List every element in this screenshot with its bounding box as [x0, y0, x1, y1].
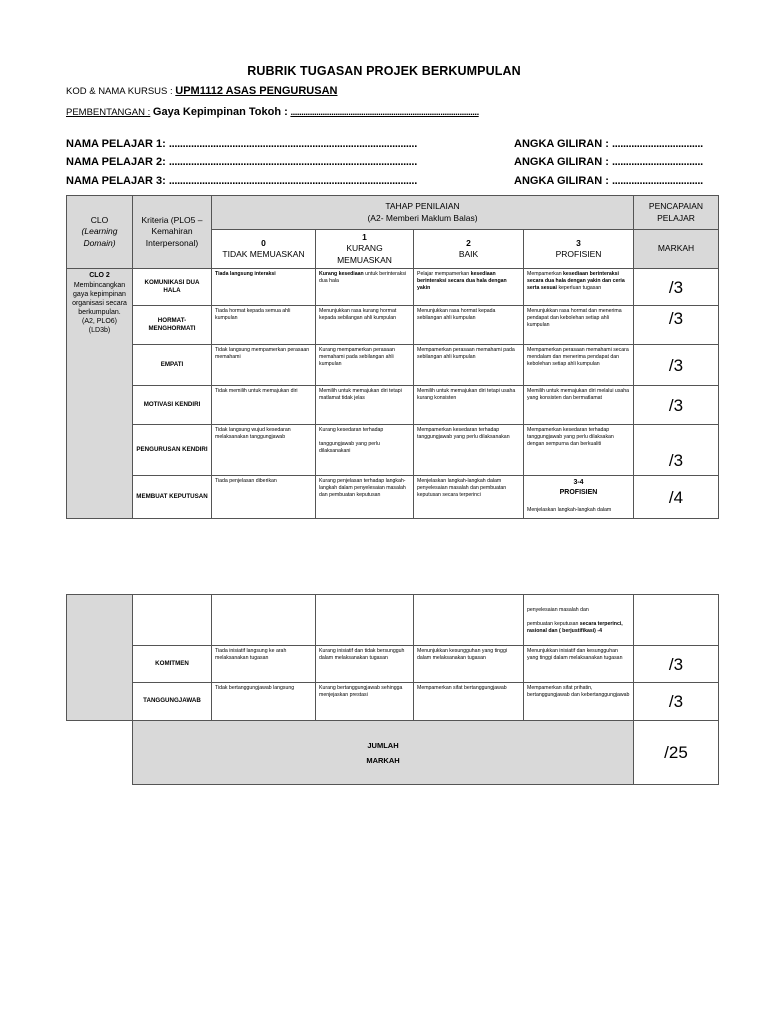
rubric-table-page-2: [66, 594, 719, 785]
course-value: UPM1112 ASAS PENGURUSAN: [175, 85, 338, 97]
assessment-line: [66, 106, 479, 118]
criterion-motivasi: MOTIVASI KENDIRI: [133, 386, 212, 425]
level-1-num: 1: [362, 232, 367, 242]
mark-empati: /3: [634, 345, 719, 386]
student-2-name: [66, 156, 417, 168]
level-2-name: BAIK: [458, 249, 479, 260]
keputusan-3-text: Menjelaskan langkah-langkah dalam: [527, 507, 612, 514]
pencapaian-header: PENCAPAIAN PELAJAR: [634, 196, 719, 230]
level-2-header: [414, 230, 524, 269]
clo-cell: [67, 269, 133, 519]
cell-hormat-0: Tiada hormat kepada semua ahli kumpulan: [212, 306, 316, 345]
student-2-label: NAMA PELAJAR 2:: [66, 156, 166, 168]
criteria-header: Kriteria (PLO5 – Kemahiran Interpersonal): [133, 196, 212, 269]
criterion-continued: [133, 595, 212, 646]
tahap-header: [212, 196, 634, 230]
cell-hormat-1: Menunjukkan rasa kurang hormat kepada sebilangan ahli kumpulan: [316, 306, 414, 345]
cell-tanggungjawab-2: Mempamerkan sifat bertanggungjawab: [414, 683, 524, 721]
cell-keputusan-1: Kurang penjelasan terhadap langkah-langkah dalam penyelesaian masalah dan pembuatan keputusan: [316, 476, 414, 519]
cell-keputusan-3: [524, 476, 634, 519]
mark-komunikasi: /3: [634, 269, 719, 306]
cell-motivasi-0: Tidak memilih untuk memajukan diri: [212, 386, 316, 425]
text-part: Mempamerkan: [527, 271, 564, 278]
criterion-komunikasi: KOMUNIKASI DUA HALA: [133, 269, 212, 306]
student-2-id-blank: .................................: [611, 156, 703, 168]
cell-komunikasi-3: [524, 269, 634, 306]
cell-komitmen-0: Tiada inisiatif langsung ke arah melaksanakan tugasan: [212, 646, 316, 683]
clo-header-domain: (Learning Domain): [81, 226, 118, 248]
level-3-4-name: PROFISIEN: [559, 488, 598, 496]
cell-komunikasi-1: [316, 269, 414, 306]
text-part: tanggungjawab yang perlu dilaksanakani: [319, 441, 380, 455]
cell-empati-0: Tidak langsung mempamerkan perasaan memahami: [212, 345, 316, 386]
student-3-id-label: ANGKA GILIRAN :: [514, 175, 609, 187]
clo-description: Membincangkan gaya kepimpinan organisasi secara berkumpulan.: [72, 281, 127, 316]
clo-cell-continued: [67, 595, 133, 721]
text-part: Kurang kesediaan: [319, 271, 364, 278]
text-part: kesediaan berinteraksi secara dua hala dengan yakin dan ceria serta sesuai: [527, 271, 625, 292]
level-3-header: [524, 230, 634, 269]
student-3-blank: ..........................................................................................: [168, 175, 417, 187]
criterion-pengurusan: PENGURUSAN KENDIRI: [133, 425, 212, 476]
student-3-name: [66, 175, 417, 187]
clo-plo: (A2, PLO6): [81, 317, 117, 325]
assessment-value: Gaya Kepimpinan Tokoh :: [152, 106, 288, 118]
level-0-num: 0: [261, 237, 266, 248]
text-part: Pelajar mempamerkan: [417, 271, 471, 278]
blank-corner: [67, 721, 133, 785]
mark-motivasi: /3: [634, 386, 719, 425]
student-3-label: NAMA PELAJAR 3:: [66, 175, 166, 187]
continued-text-1: penyelesaian masalah dan: [527, 607, 589, 613]
level-3-name: PROFISIEN: [555, 249, 602, 260]
level-2-num: 2: [466, 237, 471, 248]
cell-hormat-2: Menunjukkan rasa hormat kepada sebilangan ahli kumpulan: [414, 306, 524, 345]
level-3-num: 3: [576, 237, 581, 248]
cell-komunikasi-2: [414, 269, 524, 306]
criterion-komitmen: KOMITMEN: [133, 646, 212, 683]
continued-text-3: secara terperinci, rasional dan ( berjustifikasi) -4: [527, 621, 623, 635]
cell-empati-3: Mempamerkan perasaan memahami secara mendalam dan menerima pendapat dan kebolehan setiap ahli kumpulan: [524, 345, 634, 386]
mark-komitmen: /3: [634, 646, 719, 683]
cell-continued-2: [414, 595, 524, 646]
cell-komunikasi-0: Tiada langsung interaksi: [212, 269, 316, 306]
cell-keputusan-2: Menjelaskan langkah-langkah dalam penyelesaian masalah dan pembuatan keputusan secara terperinci: [414, 476, 524, 519]
assessment-label: PEMBENTANGAN :: [66, 107, 151, 118]
cell-pengurusan-3: Mempamerkan kesedaran terhadap tanggungjawab yang perlu dilaksakan dengan sempurna dan berkualiti: [524, 425, 634, 476]
text-part: Kurang kesedaran terhadap: [319, 427, 384, 434]
level-3-4-num: 3-4: [573, 479, 584, 487]
cell-motivasi-1: Memilih untuk memajukan diri tetapi matlamat tidak jelas: [316, 386, 414, 425]
clo-header-label: CLO: [90, 215, 109, 225]
cell-motivasi-3: Memilih untuk memajukan diri melalui usaha yang konsisten dan bermatlamat: [524, 386, 634, 425]
clo-ld: (LD3b): [88, 326, 111, 334]
cell-tanggungjawab-0: Tidak bertanggungjawab langsung: [212, 683, 316, 721]
clo-header: [67, 196, 133, 269]
cell-komitmen-2: Menunjukkan kesungguhan yang tinggi dalam melaksanakan tugasan: [414, 646, 524, 683]
text-part: untuk berinteraksi dua hala: [319, 271, 407, 285]
total-label-cell: [133, 721, 634, 785]
mark-keputusan: /4: [634, 476, 719, 519]
page-title: RUBRIK TUGASAN PROJEK BERKUMPULAN: [247, 64, 521, 78]
total-label-1: JUMLAH: [367, 740, 399, 750]
student-2-id-label: ANGKA GILIRAN :: [514, 156, 609, 168]
criterion-hormat: HORMAT-MENGHORMATI: [133, 306, 212, 345]
rubric-table-page-1: [66, 195, 719, 519]
student-2-id: [514, 156, 703, 168]
mark-hormat: /3: [634, 306, 719, 345]
level-0-name: TIDAK MEMUASKAN: [222, 249, 305, 260]
cell-continued-0: [212, 595, 316, 646]
cell-continued-1: [316, 595, 414, 646]
total-mark: /25: [634, 721, 719, 785]
cell-empati-2: Mempamerkan perasaan memahami pada sebilangan ahli kumpulan: [414, 345, 524, 386]
tahap-subtitle: (A2- Memberi Maklum Balas): [367, 212, 478, 223]
cell-tanggungjawab-1: Kurang bertanggungjawab sehingga menjejaskan prestasi: [316, 683, 414, 721]
assessment-blank: ........................................................................................: [290, 107, 479, 118]
course-label: KOD & NAMA KURSUS :: [66, 86, 173, 97]
student-1-id: [514, 138, 703, 150]
cell-motivasi-2: Memilih untuk memajukan diri tetapi usaha kurang konsisten: [414, 386, 524, 425]
cell-pengurusan-2: Mempamerkan kesedaran terhadap tanggungjawab yang perlu dilaksanakan: [414, 425, 524, 476]
cell-pengurusan-1: [316, 425, 414, 476]
markah-header: MARKAH: [634, 230, 719, 269]
tahap-title: TAHAP PENILAIAN: [385, 201, 460, 212]
cell-komitmen-1: Kurang inisiatif dan tidak bersungguh dalam melaksanakan tugasan: [316, 646, 414, 683]
level-1-header: [316, 230, 414, 269]
continued-text-2: pembuatan keputusan: [527, 621, 580, 628]
course-line: [66, 85, 337, 97]
cell-hormat-3: Menunjukkan rasa hormat dan menerima pendapat dan kebolehan setiap ahli kumpulan: [524, 306, 634, 345]
text-part: kesediaan berinteraksi secara dua hala dengan yakin: [417, 271, 507, 292]
student-1-id-label: ANGKA GILIRAN :: [514, 138, 609, 150]
student-2-blank: ..........................................................................................: [168, 156, 417, 168]
cell-tanggungjawab-3: Mempamerkan sifat prihatin, bertanggungjawab dan kebertanggungjawab: [524, 683, 634, 721]
total-label-2: MARKAH: [366, 755, 400, 765]
student-3-id-blank: .................................: [611, 175, 703, 187]
mark-pengurusan: /3: [634, 425, 719, 476]
student-1-label: NAMA PELAJAR 1:: [66, 138, 166, 150]
student-1-blank: ..........................................................................................: [168, 138, 417, 150]
criterion-empati: EMPATI: [133, 345, 212, 386]
cell-keputusan-0: Tiada penjelasan diberikan: [212, 476, 316, 519]
level-1-name: KURANG MEMUASKAN: [337, 243, 392, 265]
level-0-header: [212, 230, 316, 269]
mark-tanggungjawab: /3: [634, 683, 719, 721]
student-3-id: [514, 175, 703, 187]
text-part: keperluan tugasan: [557, 285, 602, 292]
cell-continued-3: [524, 595, 634, 646]
mark-continued: [634, 595, 719, 646]
criterion-membuat-keputusan: MEMBUAT KEPUTUSAN: [133, 476, 212, 519]
student-1-id-blank: .................................: [611, 138, 703, 150]
cell-empati-1: Kurang mempamerkan perasaan memahami pada sebilangan ahli kumpulan: [316, 345, 414, 386]
clo-code: CLO 2: [89, 272, 110, 280]
cell-pengurusan-0: Tidak langsung wujud kesedaran melaksanakan tanggungjawab: [212, 425, 316, 476]
cell-komitmen-3: Menunjukkan inisiatif dan kesungguhan yang tinggi dalam melaksanakan tugasan: [524, 646, 634, 683]
criterion-tanggungjawab: TANGGUNGJAWAB: [133, 683, 212, 721]
student-1-name: [66, 138, 417, 150]
